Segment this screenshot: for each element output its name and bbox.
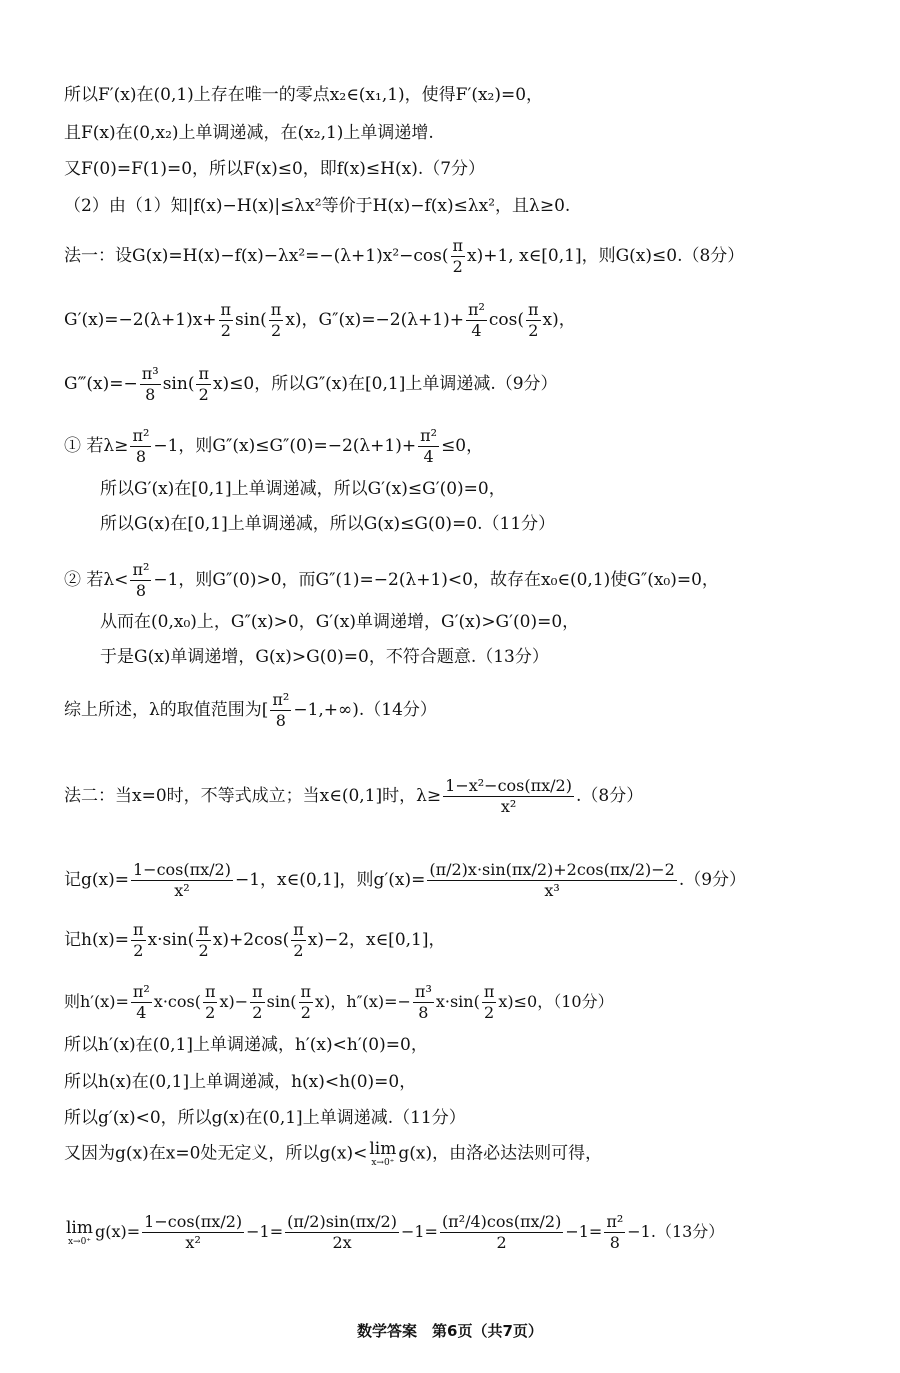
text: x)， — [542, 310, 576, 330]
text: x)≤0，所以G″(x)在[0,1]上单调递减.（9分） — [212, 374, 558, 394]
denominator: 2 — [205, 1003, 216, 1022]
numerator: (π²/4)cos(πx/2) — [441, 1212, 562, 1231]
lim-sub: x→0⁺ — [67, 1236, 92, 1247]
text: −1，则G″(x)≤G″(0)=−2(λ+1)+ — [153, 436, 417, 456]
fraction — [413, 982, 434, 1023]
numerator: π² — [467, 300, 485, 319]
text: −1，x∈(0,1]，则g′(x)= — [234, 870, 426, 890]
lim-word: lim — [369, 1139, 397, 1159]
denominator: 2 — [484, 1003, 495, 1022]
text: .（8分） — [575, 786, 644, 806]
fraction — [604, 1212, 625, 1253]
fraction — [451, 236, 466, 277]
text: g(x)，由洛必达法则可得， — [398, 1143, 603, 1164]
numerator: π — [198, 364, 209, 383]
text: g(x)= — [95, 1222, 141, 1241]
numerator: π² — [132, 982, 150, 1001]
line-8 — [64, 426, 483, 467]
line-7 — [64, 364, 558, 405]
numerator: π — [293, 920, 304, 939]
line-2: 且F(x)在(0,x₂)上单调递减，在(x₂,1)上单调递增. — [64, 123, 434, 143]
text: 法二：当x=0时，不等式成立；当x∈(0,1]时，λ≥ — [64, 786, 442, 806]
fraction — [196, 920, 211, 961]
lim-sub: x→0⁺ — [371, 1158, 395, 1168]
lim-word: lim — [66, 1217, 93, 1238]
text: −1= — [400, 1222, 438, 1241]
denominator: 8 — [275, 711, 286, 730]
text: 综上所述，λ的取值范围为[ — [64, 700, 269, 720]
denominator: 2x — [332, 1233, 352, 1252]
fraction — [291, 920, 306, 961]
text: sin( — [162, 374, 195, 394]
line-22 — [64, 1140, 602, 1168]
fraction — [131, 920, 146, 961]
fraction — [482, 982, 497, 1023]
fraction — [196, 364, 211, 405]
numerator: π² — [606, 1212, 624, 1231]
text: x)≤0，（10分） — [498, 992, 614, 1011]
denominator: x² — [500, 797, 517, 816]
denominator: 8 — [418, 1003, 429, 1022]
line-19: 所以h′(x)在(0,1]上单调递减，h′(x)<h′(0)=0， — [64, 1035, 428, 1055]
fraction — [219, 300, 234, 341]
numerator: π — [452, 236, 464, 255]
denominator: 2 — [452, 257, 463, 276]
numerator: π² — [420, 426, 438, 445]
numerator: (π/2)sin(πx/2) — [287, 1212, 397, 1231]
denominator: x³ — [544, 881, 560, 900]
fraction — [526, 300, 541, 341]
fraction — [269, 300, 284, 341]
fraction — [131, 982, 152, 1023]
denominator: 2 — [293, 941, 304, 960]
text: ① 若λ≥ — [64, 436, 129, 456]
denominator: 8 — [609, 1233, 620, 1252]
text: .（9分） — [678, 870, 747, 890]
denominator: 4 — [471, 321, 482, 340]
text: x)− — [219, 992, 249, 1011]
text: −1= — [246, 1222, 284, 1241]
numerator: π — [204, 982, 216, 1001]
line-20: 所以h(x)在(0,1]上单调递减，h(x)<h(0)=0， — [64, 1072, 417, 1092]
fraction — [427, 860, 676, 901]
numerator: π² — [132, 560, 150, 579]
text: 记h(x)= — [64, 930, 130, 950]
line-14 — [64, 690, 437, 731]
text: ≤0， — [441, 436, 484, 456]
line-10: 所以G(x)在[0,1]上单调递减，所以G(x)≤G(0)=0.（11分） — [100, 514, 556, 534]
text: x·sin( — [147, 930, 195, 950]
fraction — [299, 982, 314, 1023]
denominator: 2 — [133, 941, 144, 960]
denominator: x² — [185, 1233, 201, 1252]
text: 法一：设G(x)=H(x)−f(x)−λx²=−(λ+1)x²−cos( — [64, 246, 449, 266]
text: −1，则G″(0)>0，而G″(1)=−2(λ+1)<0，故存在x₀∈(0,1)使G″(x₀)=0， — [153, 570, 719, 590]
fraction — [131, 860, 233, 901]
line-11 — [64, 560, 719, 601]
numerator: π — [220, 300, 232, 319]
line-4: （2）由（1）知|f(x)−H(x)|≤λx²等价于H(x)−f(x)≤λx²，且λ≥0. — [64, 196, 571, 216]
numerator: π² — [272, 690, 290, 709]
fraction — [270, 690, 291, 731]
text: 记g(x)= — [64, 870, 129, 890]
denominator: 8 — [145, 385, 156, 404]
fraction — [418, 426, 439, 467]
page-footer: 数学答案 第6页（共7页） — [357, 1322, 543, 1340]
text: G′(x)=−2(λ+1)x+ — [64, 310, 217, 330]
text: x)+2cos( — [212, 930, 290, 950]
text: 则h′(x)= — [64, 992, 129, 1011]
line-5 — [64, 236, 744, 277]
text: x)+1, x∈[0,1]，则G(x)≤0.（8分） — [467, 246, 745, 266]
denominator: 8 — [135, 581, 146, 600]
line-18 — [64, 982, 614, 1023]
text: x·sin( — [435, 992, 480, 1011]
line-1: 所以F′(x)在(0,1)上存在唯一的零点x₂∈(x₁,1)，使得F′(x₂)=0， — [64, 85, 544, 105]
numerator: (π/2)x·sin(πx/2)+2cos(πx/2)−2 — [429, 860, 675, 879]
limit — [369, 1140, 396, 1168]
numerator: π³ — [414, 982, 432, 1001]
line-13: 于是G(x)单调递增，G(x)>G(0)=0，不符合题意.（13分） — [100, 647, 549, 667]
line-21: 所以g′(x)<0，所以g(x)在(0,1]上单调递减.（11分） — [64, 1108, 466, 1128]
text: x·cos( — [153, 992, 201, 1011]
denominator: 2 — [270, 321, 282, 340]
text: ② 若λ< — [64, 570, 129, 590]
numerator: π³ — [141, 364, 159, 383]
denominator: 2 — [198, 941, 209, 960]
text: x)，G″(x)=−2(λ+1)+ — [285, 310, 464, 330]
text: sin( — [235, 310, 267, 330]
text: sin( — [266, 992, 297, 1011]
denominator: x² — [174, 881, 190, 900]
denominator: 2 — [252, 1003, 263, 1022]
fraction — [440, 1212, 563, 1253]
denominator: 2 — [220, 321, 231, 340]
numerator: 1−x²−cos(πx/2) — [445, 776, 572, 795]
denominator: 2 — [300, 1003, 311, 1022]
numerator: 1−cos(πx/2) — [144, 1212, 243, 1231]
fraction — [140, 364, 161, 405]
fraction — [203, 982, 218, 1023]
denominator: 4 — [136, 1003, 147, 1022]
line-23 — [64, 1212, 724, 1253]
line-15 — [64, 776, 643, 817]
numerator: π — [198, 920, 209, 939]
text: −1= — [565, 1222, 603, 1241]
numerator: π — [483, 982, 495, 1001]
text: x)，h″(x)=− — [315, 992, 411, 1011]
numerator: π — [528, 300, 539, 319]
denominator: 2 — [496, 1233, 507, 1252]
line-6 — [64, 300, 576, 341]
line-3: 又F(0)=F(1)=0，所以F(x)≤0，即f(x)≤H(x).（7分） — [64, 159, 486, 179]
line-9: 所以G′(x)在[0,1]上单调递减，所以G′(x)≤G′(0)=0， — [100, 479, 506, 499]
denominator: 4 — [423, 447, 434, 466]
limit — [66, 1219, 93, 1247]
line-16 — [64, 860, 746, 901]
numerator: π — [270, 300, 282, 319]
fraction — [285, 1212, 399, 1253]
line-17 — [64, 920, 446, 961]
denominator: 2 — [528, 321, 539, 340]
fraction — [142, 1212, 244, 1253]
fraction — [130, 560, 151, 601]
fraction — [466, 300, 487, 341]
numerator: π² — [132, 426, 150, 445]
text: x)−2，x∈[0,1]， — [307, 930, 446, 950]
fraction — [443, 776, 574, 817]
text: −1,+∞).（14分） — [293, 700, 437, 720]
fraction — [250, 982, 265, 1023]
text: cos( — [488, 310, 525, 330]
numerator: π — [133, 920, 144, 939]
numerator: π — [252, 982, 263, 1001]
text: 又因为g(x)在x=0处无定义，所以g(x)< — [64, 1143, 368, 1164]
fraction — [130, 426, 151, 467]
denominator: 2 — [198, 385, 209, 404]
text: G‴(x)=− — [64, 374, 138, 394]
line-12: 从而在(0,x₀)上，G″(x)>0，G′(x)单调递增，G′(x)>G′(0)=0， — [100, 612, 580, 632]
numerator: π — [300, 982, 312, 1001]
denominator: 8 — [135, 447, 146, 466]
text: −1.（13分） — [627, 1222, 725, 1241]
numerator: 1−cos(πx/2) — [132, 860, 231, 879]
